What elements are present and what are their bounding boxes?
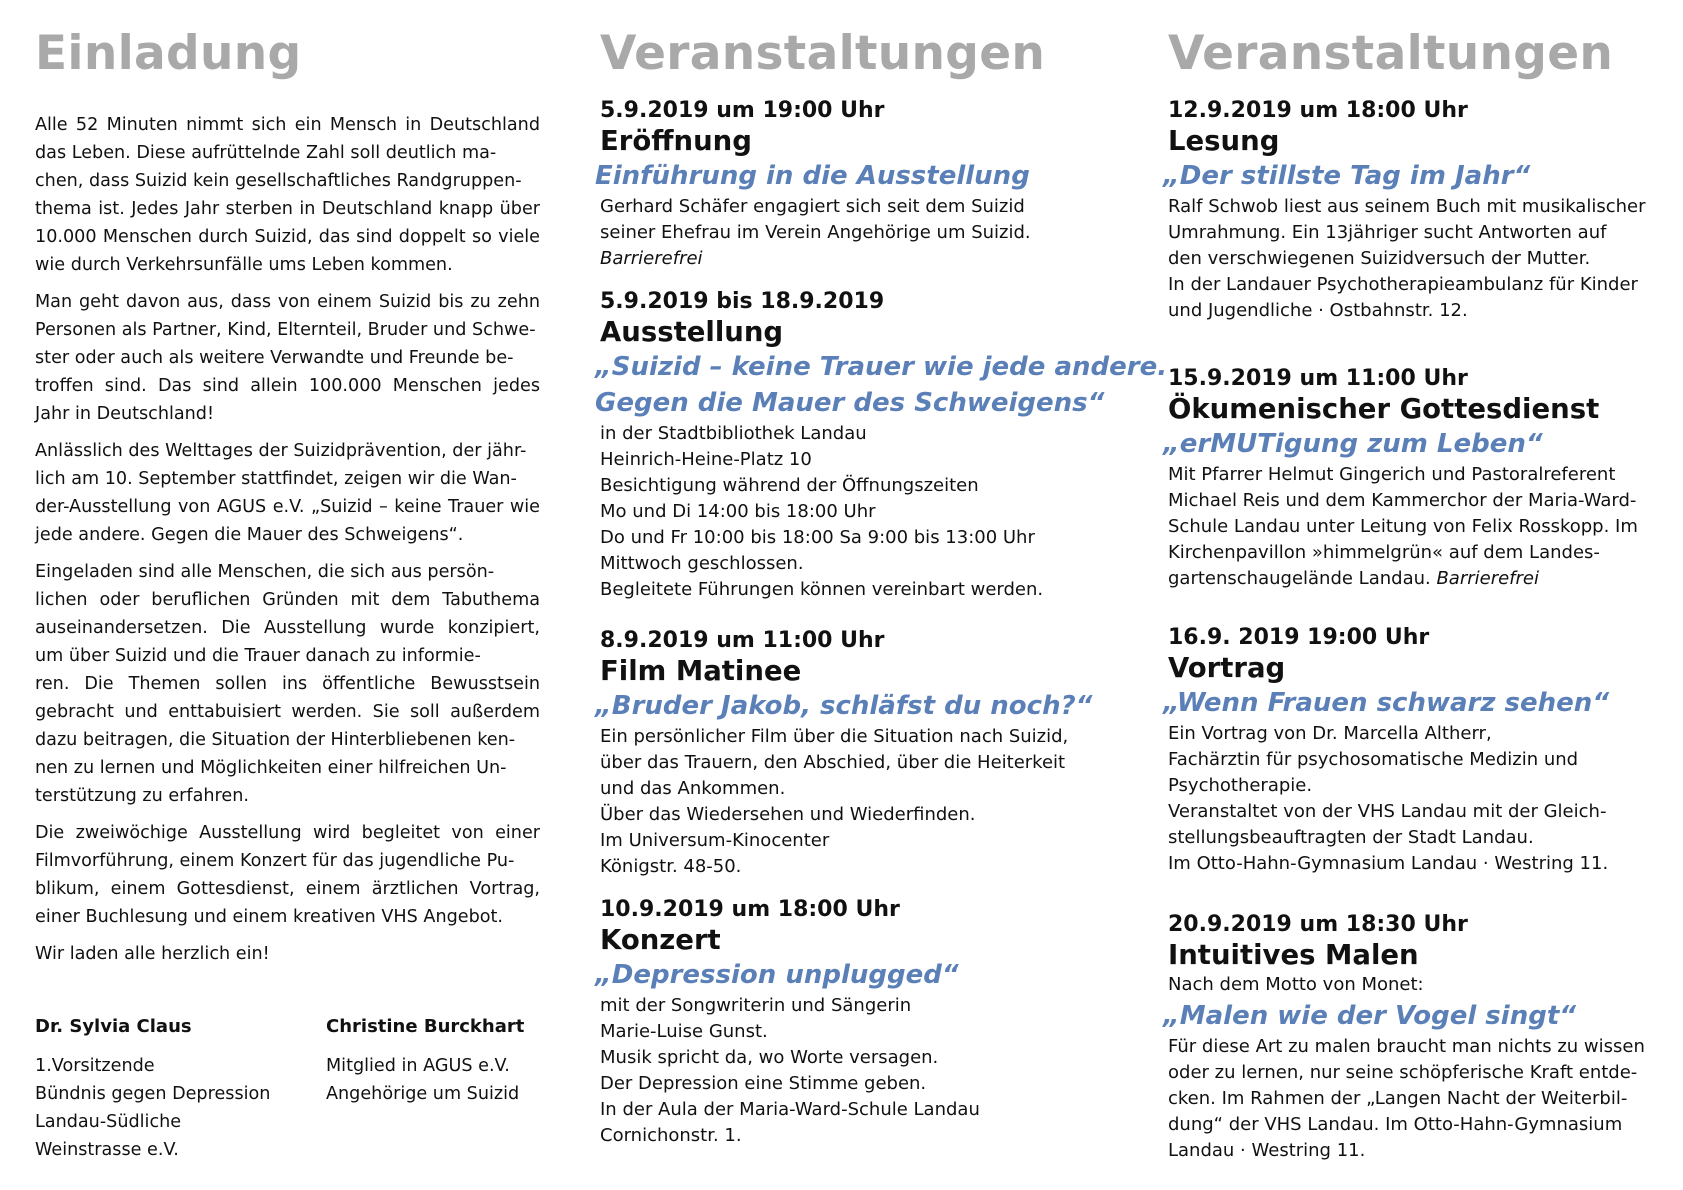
event-description bbox=[600, 993, 1120, 1149]
events-title: Veranstaltungen bbox=[600, 26, 1046, 81]
event-date: 16.9. 2019 19:00 Uhr bbox=[1168, 625, 1430, 650]
event-text-line: cken. Im Rahmen der „Langen Nacht der Weiterbil- bbox=[1168, 1088, 1628, 1109]
invitation-text bbox=[35, 111, 540, 977]
intro-paragraph-4 bbox=[35, 558, 540, 810]
signature-line: Angehörige um Suizid bbox=[326, 1084, 520, 1104]
event-date: 12.9.2019 um 18:00 Uhr bbox=[1168, 98, 1468, 123]
intro-text-line: troffen sind. Das sind allein 100.000 Menschen jedes bbox=[35, 376, 540, 396]
intro-text-line: dazu beitragen, die Situation der Hinterbliebenen ken- bbox=[35, 730, 516, 750]
signature-line: 1.Vorsitzende bbox=[35, 1056, 155, 1076]
event-text-line: mit der Songwriterin und Sängerin bbox=[600, 995, 912, 1016]
event-text-line: Veranstaltet von der VHS Landau mit der Gleich- bbox=[1168, 801, 1607, 822]
event-type: Intuitives Malen bbox=[1168, 939, 1419, 971]
event-subtitle: „Suizid – keine Trauer wie jede andere. bbox=[595, 352, 1168, 382]
intro-text-line: Filmvorführung, einem Konzert für das jugendliche Pu- bbox=[35, 851, 515, 871]
event-text-line: In der Landauer Psychotherapieambulanz für Kinder bbox=[1168, 274, 1638, 295]
intro-text-line: auseinandersetzen. Die Ausstellung wurde konzipiert, bbox=[35, 618, 540, 638]
event-text-line: seiner Ehefrau im Verein Angehörige um Suizid. bbox=[600, 222, 1031, 243]
event-text-line: Mit Pfarrer Helmut Gingerich und Pastoralreferent bbox=[1168, 464, 1616, 485]
event-type: Film Matinee bbox=[600, 655, 802, 687]
event-text-line: oder zu lernen, nur seine schöpferische Kraft entde- bbox=[1168, 1062, 1638, 1083]
event-text-line: Fachärztin für psychosomatische Medizin und bbox=[1168, 749, 1579, 770]
intro-text-line: nen zu lernen und Möglichkeiten einer hilfreichen Un- bbox=[35, 758, 507, 778]
event-type: Ausstellung bbox=[600, 316, 784, 348]
event-date: 5.9.2019 um 19:00 Uhr bbox=[600, 98, 885, 123]
intro-text-line: terstützung zu erfahren. bbox=[35, 786, 249, 806]
event-text-line: Ein Vortrag von Dr. Marcella Altherr, bbox=[1168, 723, 1492, 744]
event-date: 20.9.2019 um 18:30 Uhr bbox=[1168, 912, 1468, 937]
event-date: 5.9.2019 bis 18.9.2019 bbox=[600, 289, 885, 314]
event-subtitle: Einführung in die Ausstellung bbox=[595, 161, 1030, 191]
intro-paragraph-1 bbox=[35, 111, 540, 279]
event-subtitle: „Depression unplugged“ bbox=[595, 960, 959, 990]
event-text-line: In der Aula der Maria-Ward-Schule Landau bbox=[600, 1099, 980, 1120]
event-text-line: Cornichonstr. 1. bbox=[600, 1125, 742, 1146]
event-description bbox=[1168, 462, 1668, 592]
event-text-fragment: gartenschaugelände Landau. bbox=[1168, 568, 1437, 589]
intro-text-line: Eingeladen sind alle Menschen, die sich aus persön- bbox=[35, 562, 495, 582]
intro-paragraph-6 bbox=[35, 940, 540, 968]
event-text-line: Für diese Art zu malen braucht man nichts zu wissen bbox=[1168, 1036, 1645, 1057]
event-text-line: Landau · Westring 11. bbox=[1168, 1140, 1366, 1161]
intro-paragraph-5 bbox=[35, 819, 540, 931]
intro-text-line: über 10.000 Menschen durch Suizid, das sind doppelt bbox=[35, 199, 541, 247]
event-type: Konzert bbox=[600, 924, 721, 956]
event-text-line bbox=[1168, 566, 1668, 592]
signature-block bbox=[326, 1013, 556, 1108]
event-gottesdienst bbox=[1163, 365, 1668, 592]
event-text-line: stellungsbeauftragten der Stadt Landau. bbox=[1168, 827, 1534, 848]
intro-text-line: Man geht davon aus, dass von einem Suizid bis zu zehn bbox=[35, 292, 540, 312]
event-date: 8.9.2019 um 11:00 Uhr bbox=[600, 628, 885, 653]
event-date: 15.9.2019 um 11:00 Uhr bbox=[1168, 366, 1468, 391]
intro-paragraph-2 bbox=[35, 288, 540, 428]
intro-text-line: Personen als Partner, Kind, Elternteil, Bruder und Schwe- bbox=[35, 320, 536, 340]
event-subtitle: „Malen wie der Vogel singt“ bbox=[1163, 1001, 1576, 1031]
event-film-matinee bbox=[595, 627, 1120, 880]
signature-line: Mitglied in AGUS e.V. bbox=[326, 1056, 510, 1076]
signature-block bbox=[35, 1013, 305, 1164]
event-type: Ökumenischer Gottesdienst bbox=[1168, 393, 1600, 425]
signature-name: Christine Burckhart bbox=[326, 1016, 525, 1037]
event-text-line: Umrahmung. Ein 13jähriger sucht Antworten auf bbox=[1168, 222, 1607, 243]
event-text-line: Begleitete Führungen können vereinbart werden. bbox=[600, 579, 1044, 600]
event-text-line: Ralf Schwob liest aus seinem Buch mit musikalischer bbox=[1168, 196, 1646, 217]
event-text-line: Besichtigung während der Öffnungszeiten bbox=[600, 475, 979, 496]
intro-paragraph-3 bbox=[35, 437, 540, 549]
event-eroeffnung bbox=[595, 97, 1120, 272]
event-text-line: Mo und Di 14:00 bis 18:00 Uhr bbox=[600, 501, 876, 522]
intro-text-line: ster oder auch als weitere Verwandte und Freunde be- bbox=[35, 348, 514, 368]
event-text-line: in der Stadtbibliothek Landau bbox=[600, 423, 867, 444]
event-description bbox=[1168, 1034, 1668, 1164]
intro-text-line: Anlässlich des Welttages der Suizidprävention, der jähr- bbox=[35, 441, 527, 461]
intro-text-line: Wir laden alle herzlich ein! bbox=[35, 944, 270, 964]
event-subtitle: „erMUTigung zum Leben“ bbox=[1163, 429, 1543, 459]
event-text-line: Psychotherapie. bbox=[1168, 775, 1313, 796]
events-title: Veranstaltungen bbox=[1168, 26, 1614, 81]
event-subtitle: Gegen die Mauer des Schweigens“ bbox=[595, 388, 1105, 418]
event-text-line: Im Otto-Hahn-Gymnasium Landau · Westring 11. bbox=[1168, 853, 1609, 874]
event-text-line: Michael Reis und dem Kammerchor der Maria-Ward- bbox=[1168, 490, 1637, 511]
intro-text-line: Die zweiwöchige Ausstellung wird begleitet von einer bbox=[35, 823, 540, 843]
event-ausstellung bbox=[595, 288, 1168, 603]
event-text-line: den verschwiegenen Suizidversuch der Mutter. bbox=[1168, 248, 1591, 269]
event-text-line: Do und Fr 10:00 bis 18:00 Sa 9:00 bis 13:00 Uhr bbox=[600, 527, 1035, 548]
accessibility-note: Barrierefrei bbox=[600, 248, 703, 269]
event-description bbox=[600, 194, 1120, 272]
signature-name: Dr. Sylvia Claus bbox=[35, 1016, 192, 1037]
invitation-title: Einladung bbox=[35, 26, 302, 81]
event-text-line: Über das Wiedersehen und Wiederfinden. bbox=[600, 804, 976, 825]
event-subtitle: „Bruder Jakob, schläfst du noch?“ bbox=[595, 691, 1093, 721]
event-text-line: Mittwoch geschlossen. bbox=[600, 553, 804, 574]
intro-text-line: lich am 10. September stattfindet, zeigen wir die Wan- bbox=[35, 469, 517, 489]
intro-text-line: einer Buchlesung und einem kreativen VHS Angebot. bbox=[35, 907, 504, 927]
signature-line: Landau-Südliche bbox=[35, 1112, 182, 1132]
event-lesung bbox=[1163, 97, 1668, 324]
intro-text-line: lichen oder beruflichen Gründen mit dem Tabuthema bbox=[35, 590, 540, 610]
intro-text-line: thema ist. Jedes Jahr sterben in Deutschland knapp bbox=[35, 199, 494, 219]
intro-text-line: blikum, einem Gottesdienst, einem ärztlichen Vortrag, bbox=[35, 879, 540, 899]
event-text-line: Schule Landau unter Leitung von Felix Rosskopp. Im bbox=[1168, 516, 1638, 537]
event-subtitle: „Der stillste Tag im Jahr“ bbox=[1163, 161, 1531, 191]
intro-text-line: das Leben. Diese aufrüttelnde Zahl soll deutlich ma- bbox=[35, 143, 497, 163]
intro-text-line: wie jede andere. Gegen die Mauer des Schweigens“. bbox=[35, 497, 541, 545]
event-intuitives-malen bbox=[1163, 911, 1668, 1164]
event-text-line: Im Universum-Kinocenter bbox=[600, 830, 830, 851]
intro-text-line: chen, dass Suizid kein gesellschaftliches Randgruppen- bbox=[35, 171, 522, 191]
event-text-line: Der Depression eine Stimme geben. bbox=[600, 1073, 927, 1094]
event-text-line: und Jugendliche · Ostbahnstr. 12. bbox=[1168, 300, 1468, 321]
event-description bbox=[1168, 194, 1668, 324]
intro-text-line: ren. Die Themen sollen ins öffentliche Bewusstsein bbox=[35, 674, 540, 694]
event-intro-line: Nach dem Motto von Monet: bbox=[1168, 974, 1424, 995]
signature-line: Bündnis gegen Depression bbox=[35, 1084, 271, 1104]
intro-text-line: um über Suizid und die Trauer danach zu informie- bbox=[35, 646, 481, 666]
event-text-line: Musik spricht da, wo Worte versagen. bbox=[600, 1047, 939, 1068]
event-text-line: über das Trauern, den Abschied, über die Heiterkeit bbox=[600, 752, 1066, 773]
event-text-line: Ein persönlicher Film über die Situation nach Suizid, bbox=[600, 726, 1069, 747]
intro-text-line: gebracht und enttabuisiert werden. Sie soll außerdem bbox=[35, 702, 540, 722]
event-description bbox=[1168, 721, 1668, 877]
event-text-line: Königstr. 48-50. bbox=[600, 856, 742, 877]
signature-line: Weinstrasse e.V. bbox=[35, 1140, 179, 1160]
event-date: 10.9.2019 um 18:00 Uhr bbox=[600, 897, 900, 922]
intro-text-line: so viele wie durch Verkehrsunfälle ums Leben kommen. bbox=[35, 227, 540, 275]
event-vortrag bbox=[1163, 624, 1668, 877]
event-text-line: Gerhard Schäfer engagiert sich seit dem Suizid bbox=[600, 196, 1025, 217]
event-text-line: und das Ankommen. bbox=[600, 778, 786, 799]
event-subtitle: „Wenn Frauen schwarz sehen“ bbox=[1163, 688, 1610, 718]
event-konzert bbox=[595, 896, 1120, 1149]
intro-text-line: der-Ausstellung von AGUS e.V. „Suizid – keine Trauer bbox=[35, 497, 504, 517]
event-text-line: Kirchenpavillon »himmelgrün« auf dem Landes- bbox=[1168, 542, 1600, 563]
event-type: Vortrag bbox=[1168, 652, 1286, 684]
event-text-line: Heinrich-Heine-Platz 10 bbox=[600, 449, 812, 470]
event-text-line: dung“ der VHS Landau. Im Otto-Hahn-Gymnasium bbox=[1168, 1114, 1623, 1135]
event-description bbox=[600, 724, 1120, 880]
event-type: Lesung bbox=[1168, 125, 1280, 157]
intro-text-line: Jahr in Deutschland! bbox=[35, 404, 215, 424]
event-type: Eröffnung bbox=[600, 125, 752, 157]
event-description bbox=[600, 421, 1120, 603]
intro-text-line: Alle 52 Minuten nimmt sich ein Mensch in Deutschland bbox=[35, 115, 540, 135]
event-text-line: Marie-Luise Gunst. bbox=[600, 1021, 768, 1042]
accessibility-note: Barrierefrei bbox=[1436, 568, 1539, 589]
